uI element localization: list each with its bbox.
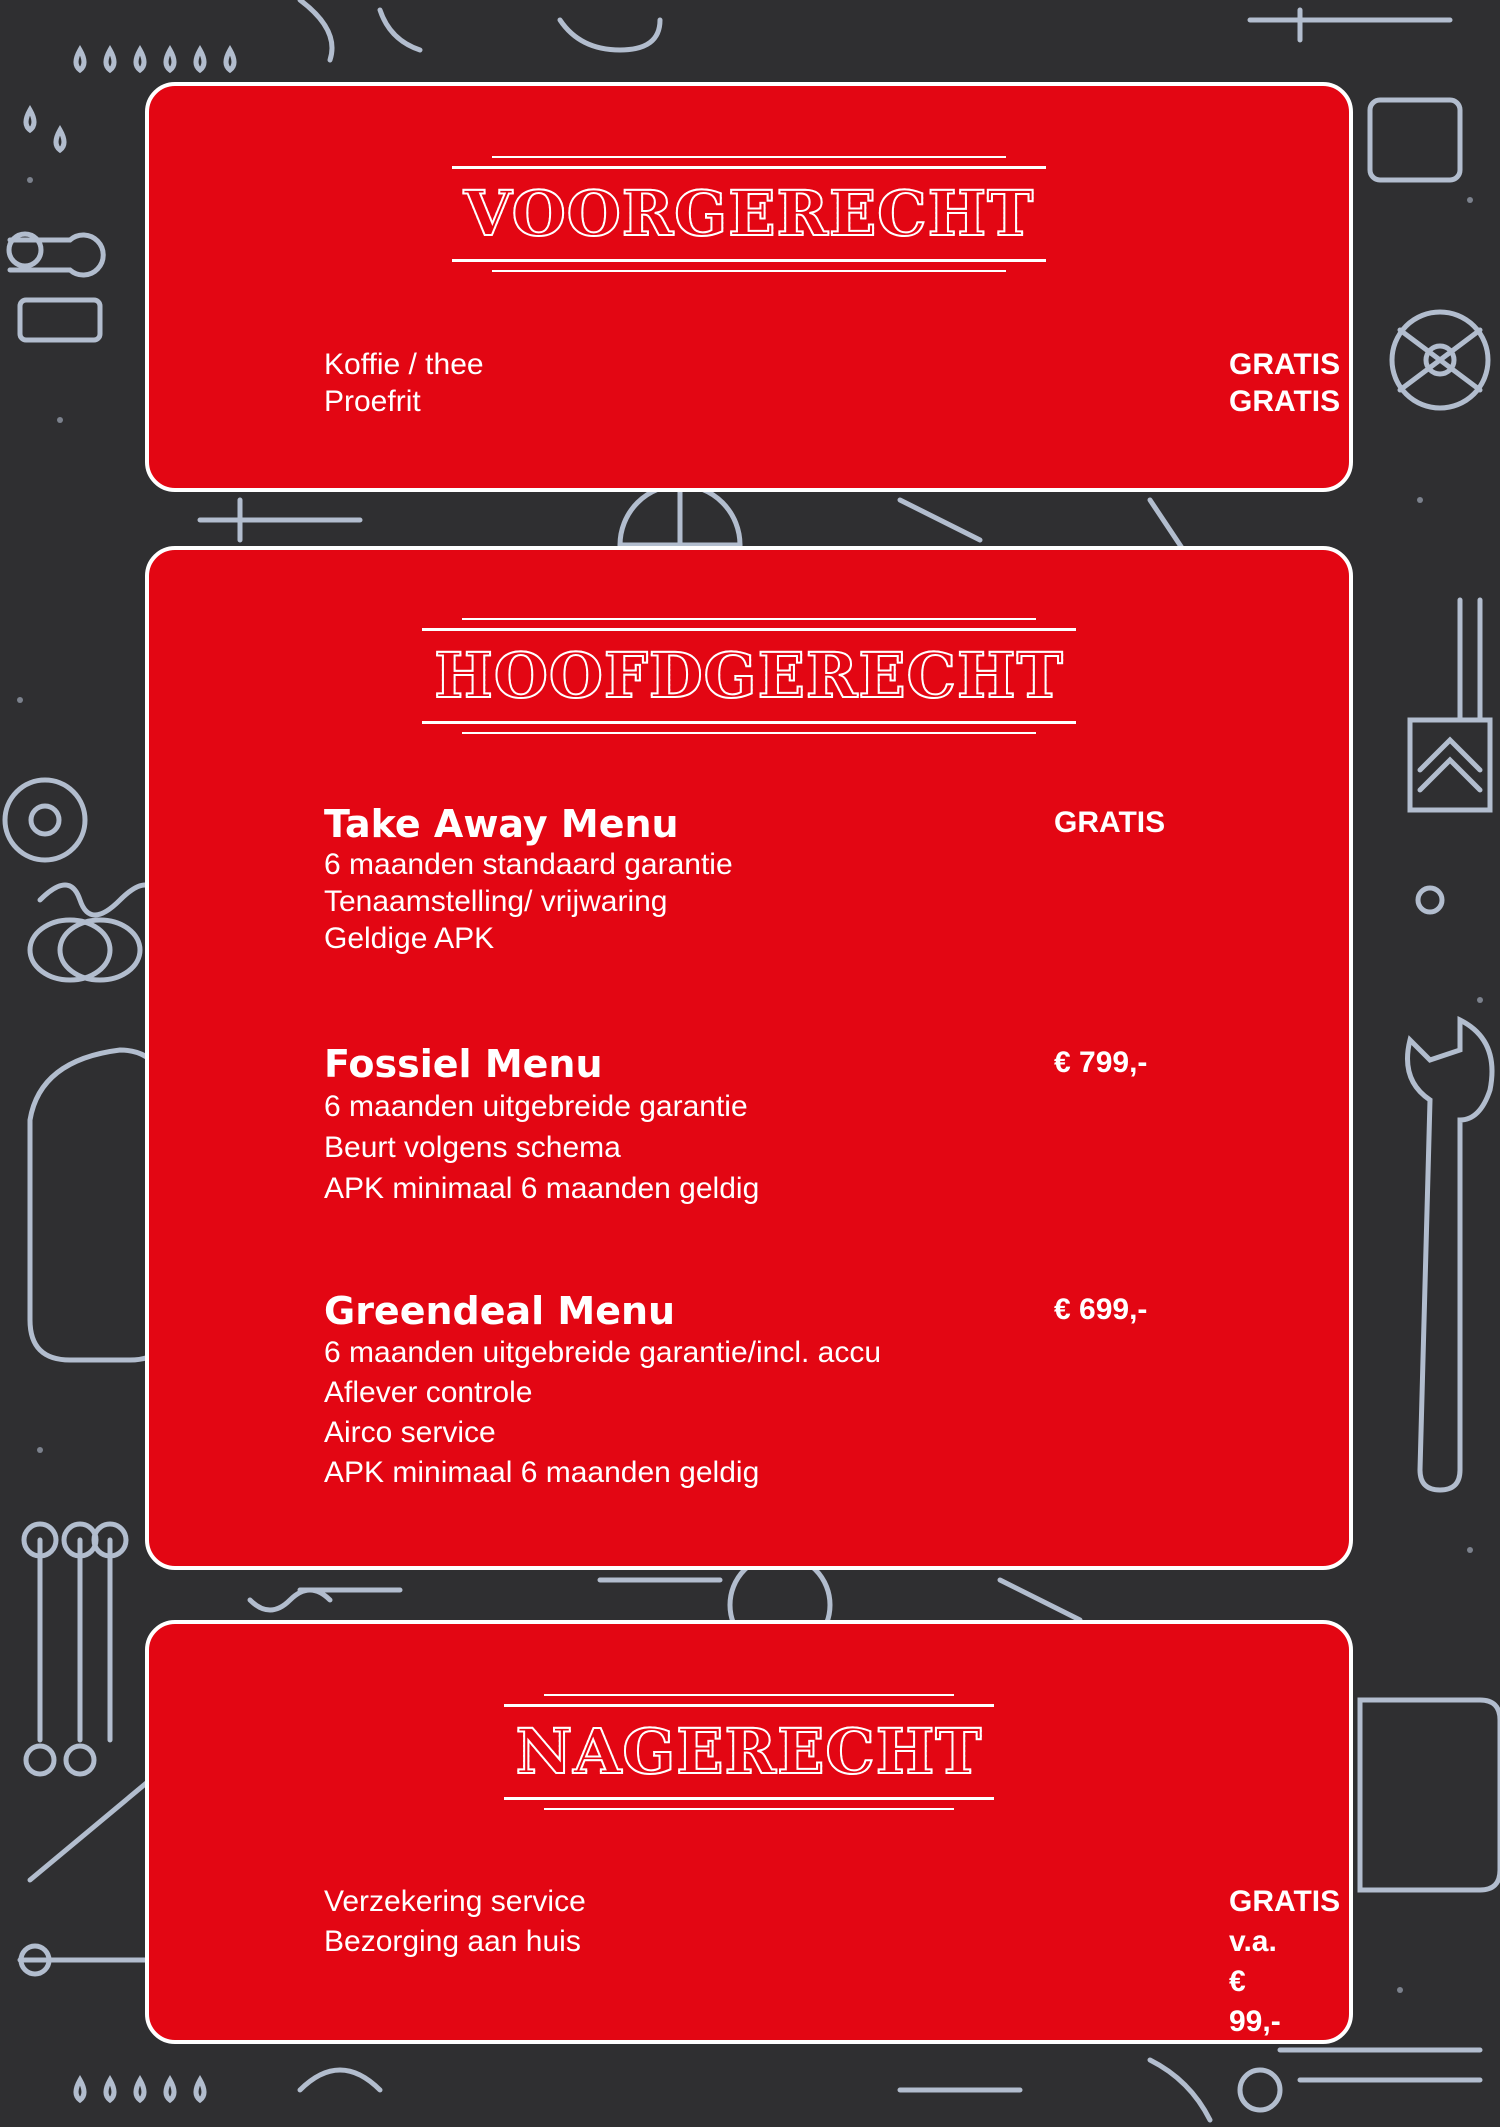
item-price: GRATIS <box>1229 1885 1341 1918</box>
item-price: GRATIS <box>1229 348 1341 381</box>
menu-name: Greendeal Menu <box>324 1289 676 1333</box>
menu-line: APK minimaal 6 maanden geldig <box>324 1456 760 1489</box>
voorgerecht-heading <box>149 166 1349 262</box>
list-item <box>324 1922 1281 2038</box>
voorgerecht-title: VOORGERECHT <box>458 177 1041 250</box>
menu-line: APK minimaal 6 maanden geldig <box>324 1172 760 1205</box>
nagerecht-heading <box>149 1704 1349 1800</box>
hoofdgerecht-title: HOOFDGERECHT <box>428 639 1069 712</box>
nagerecht-card <box>145 1620 1353 2044</box>
list-item <box>324 346 1341 383</box>
list-item <box>324 1882 1341 1922</box>
item-price: v.a. € 99,- <box>1229 1925 1281 2038</box>
hoofdgerecht-heading <box>149 628 1349 724</box>
item-label: Bezorging aan huis <box>324 1925 581 1958</box>
menu-greendeal <box>324 1289 1289 1493</box>
menu-line: 6 maanden standaard garantie <box>324 848 733 881</box>
item-price: GRATIS <box>1229 385 1341 418</box>
list-item <box>324 383 1341 420</box>
menu-fossiel <box>324 1042 1289 1209</box>
menu-line: 6 maanden uitgebreide garantie <box>324 1090 748 1123</box>
menu-line: Aflever controle <box>324 1376 533 1409</box>
menu-line: Beurt volgens schema <box>324 1131 621 1164</box>
hoofdgerecht-card <box>145 546 1353 1570</box>
menu-name: Take Away Menu <box>324 802 679 846</box>
menu-line: Airco service <box>324 1416 496 1449</box>
voorgerecht-card <box>145 82 1353 492</box>
menu-name: Fossiel Menu <box>324 1042 603 1086</box>
menu-price: GRATIS <box>1054 806 1166 839</box>
menu-price: € 799,- <box>1054 1046 1148 1079</box>
item-label: Proefrit <box>324 385 421 418</box>
nagerecht-title: NAGERECHT <box>510 1715 989 1788</box>
menu-price: € 699,- <box>1054 1293 1148 1326</box>
item-label: Koffie / thee <box>324 348 484 381</box>
menu-line: Tenaamstelling/ vrijwaring <box>324 885 668 918</box>
menu-line: Geldige APK <box>324 922 495 955</box>
menu-line: 6 maanden uitgebreide garantie/incl. accu <box>324 1336 882 1369</box>
item-label: Verzekering service <box>324 1885 586 1918</box>
menu-take-away <box>324 802 1289 957</box>
